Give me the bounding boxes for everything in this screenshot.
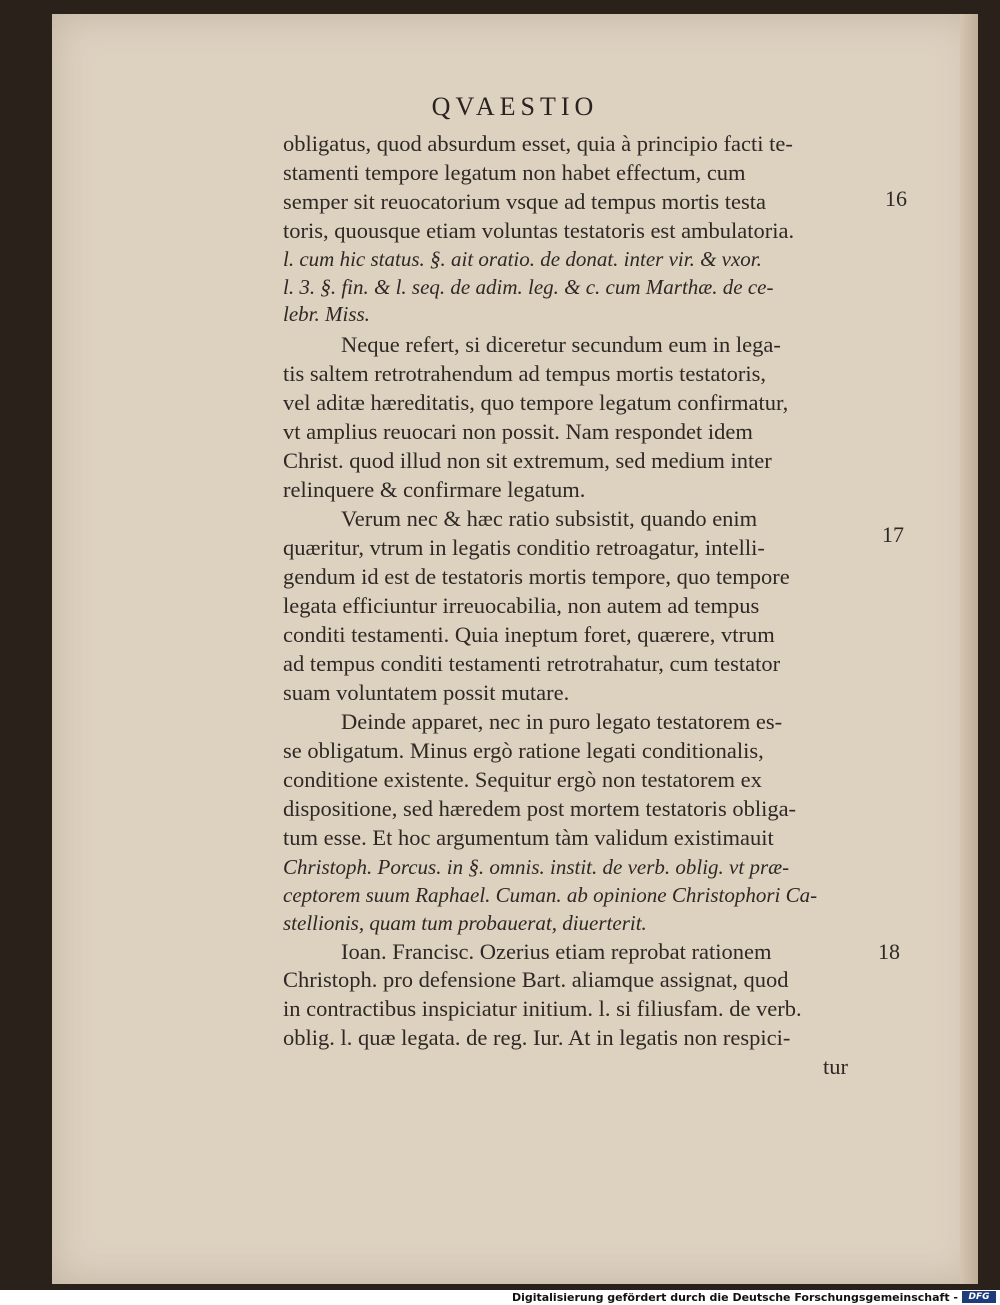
text-line: relinquere & confirmare legatum. (283, 477, 586, 502)
text-line: tis saltem retrotrahendum ad tempus mortis testatoris, (283, 361, 767, 386)
text-line: lebr. Miss. (283, 302, 370, 326)
page-header: QVAESTIO (431, 92, 599, 121)
text-line: Neque refert, si diceretur secundum eum in lega- (341, 332, 781, 357)
text-line: l. cum hic status. §. ait oratio. de donat. inter vir. & vxor. (283, 247, 762, 271)
text-line: Christ. quod illud non sit extremum, sed medium inter (283, 448, 772, 473)
text-line: conditione existente. Sequitur ergò non testatorem ex (283, 767, 762, 792)
text-line: dispositione, sed hæredem post mortem testatoris obliga- (283, 796, 797, 821)
text-line: se obligatum. Minus ergò ratione legati conditionalis, (283, 738, 764, 763)
text-line: l. 3. §. fin. & l. seq. de adim. leg. & c. cum Marthæ. de ce- (283, 275, 774, 299)
margin-number: 16 (885, 186, 907, 211)
text-line: obligatus, quod absurdum esset, quia à principio facti te- (283, 131, 793, 156)
text-line: ad tempus conditi testamenti retrotrahatur, cum testator (283, 651, 781, 676)
text-line: stamenti tempore legatum non habet effectum, cum (283, 160, 746, 185)
margin-number: 17 (882, 522, 904, 547)
text-line: Christoph. Porcus. in §. omnis. instit. de verb. oblig. vt præ- (283, 855, 790, 879)
text-line: gendum id est de testatoris mortis tempore, quo tempore (283, 564, 790, 589)
footer-credit: Digitalisierung gefördert durch die Deutsche Forschungsgemeinschaft - (511, 1291, 958, 1304)
text-line: semper sit reuocatorium vsque ad tempus mortis testa (283, 189, 767, 214)
text-line: tur (823, 1054, 848, 1079)
book-page (52, 14, 978, 1284)
text-line: oblig. l. quæ legata. de reg. Iur. At in legatis non respici- (283, 1025, 791, 1050)
text-line: legata efficiuntur irreuocabilia, non autem ad tempus (283, 593, 760, 618)
text-line: ceptorem suum Raphael. Cuman. ab opinione Christophori Ca- (283, 883, 818, 907)
text-line: suam voluntatem possit mutare. (283, 680, 570, 705)
text-line: Christoph. pro defensione Bart. aliamque assignat, quod (283, 967, 789, 992)
text-line: Deinde apparet, nec in puro legato testatorem es- (341, 709, 783, 734)
text-line: tum esse. Et hoc argumentum tàm validum existimauit (283, 825, 774, 850)
text-line: vel aditæ hæreditatis, quo tempore legatum confirmatur, (283, 390, 789, 415)
text-line: quæritur, vtrum in legatis conditio retroagatur, intelli- (283, 535, 765, 560)
dfg-logo-icon: DFG (962, 1291, 996, 1303)
text-line: Ioan. Francisc. Ozerius etiam reprobat rationem (341, 939, 772, 964)
page-text (52, 14, 978, 1284)
text-line: vt amplius reuocari non possit. Nam respondet idem (283, 419, 753, 444)
margin-number: 18 (878, 939, 900, 964)
text-line: stellionis, quam tum probauerat, diuerterit. (283, 911, 647, 935)
footer-bar (0, 1290, 1000, 1305)
text-line: in contractibus inspiciatur initium. l. si filiusfam. de verb. (283, 996, 802, 1021)
text-line: toris, quousque etiam voluntas testatoris est ambulatoria. (283, 218, 795, 243)
text-line: conditi testamenti. Quia ineptum foret, quærere, vtrum (283, 622, 775, 647)
text-line: Verum nec & hæc ratio subsistit, quando enim (341, 506, 758, 531)
